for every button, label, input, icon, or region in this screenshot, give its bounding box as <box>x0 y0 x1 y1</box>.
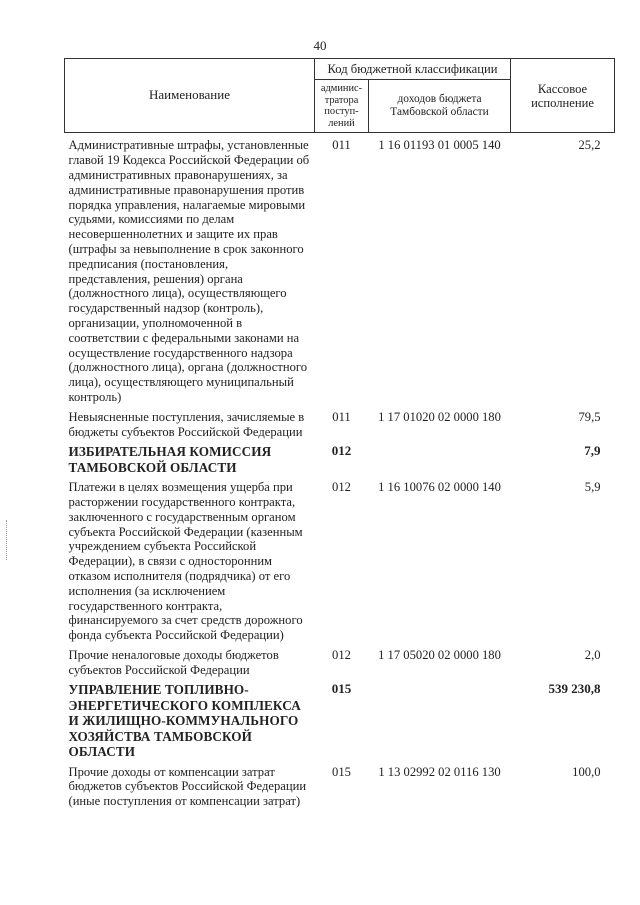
row-income-code: 1 16 10076 02 0000 140 <box>378 480 501 495</box>
table-header <box>65 59 615 133</box>
section-name: УПРАВЛЕНИЕ ТОПЛИВНО-ЭНЕРГЕТИЧЕСКОГО КОМПЛЕКСА И ЖИЛИЩНО-КОММУНАЛЬНОГО ХОЗЯЙСТВА ТАМБОВСКОЙ ОБЛАСТИ <box>68 682 301 760</box>
section-name: ИЗБИРАТЕЛЬНАЯ КОМИССИЯ ТАМБОВСКОЙ ОБЛАСТИ <box>68 444 272 475</box>
table-row <box>65 405 615 440</box>
section-income-code <box>369 439 511 475</box>
table-row <box>65 133 615 405</box>
header-administrator: админис-тратора поступ-лений <box>315 80 369 133</box>
page-number: 40 <box>313 38 327 53</box>
table-row <box>65 760 615 809</box>
budget-table <box>64 58 615 809</box>
row-admin-code: 015 <box>332 764 351 779</box>
table-row <box>65 475 615 643</box>
table-row <box>65 643 615 678</box>
row-income-code: 1 17 05020 02 0000 180 <box>378 647 501 662</box>
row-admin-code: 011 <box>332 138 351 153</box>
row-name: Административные штрафы, установленные главой 19 Кодекса Российской Федерации об административных правонарушениях, за административные правонарушения против порядка управления, налагаемые мировыми судьями, комиссиями по делам несовершеннолетних и защите их прав (штрафы за невыполнение в срок законного предписания (постановления, представления, решения) органа (должностного лица), осуществляющего государственный надзор (контроль), организации, уполномоченной в соответствии с федеральными законами на осуществление государственного надзора (должностного лица), органа (должностного лица), осуществляющего муниципальный контроль) <box>68 138 310 404</box>
row-income-code: 1 13 02992 02 0116 130 <box>378 764 501 779</box>
row-admin-code: 012 <box>332 480 351 495</box>
row-name: Невыясненные поступления, зачисляемые в бюджеты субъектов Российской Федерации <box>68 409 305 439</box>
row-name: Прочие неналоговые доходы бюджетов субъектов Российской Федерации <box>68 647 279 677</box>
row-name: Платежи в целях возмещения ущерба при расторжении государственного контракта, заключенного с государственным органом субъекта Российской Федерации (казенным учреждением субъекта Российской Федерации), в связи с односторонним отказом исполнителя (подрядчика) от его исполнения (за исключением государственного контракта, финансируемого за счет средств дорожного фонда субъекта Российской Федерации) <box>68 480 303 643</box>
row-amount: 2,0 <box>584 647 601 662</box>
row-amount: 79,5 <box>578 409 601 424</box>
row-income-code: 1 16 01193 01 0005 140 <box>378 138 501 153</box>
row-amount: 25,2 <box>578 138 601 153</box>
section-amount: 539 230,8 <box>548 681 601 697</box>
header-name: Наименование <box>65 59 315 133</box>
section-income-code <box>369 677 511 759</box>
section-admin-code: 015 <box>331 681 352 697</box>
row-name: Прочие доходы от компенсации затрат бюджетов субъектов Российской Федерации (иные поступления от компенсации затрат) <box>68 764 307 809</box>
header-amount: Кассовое исполнение <box>511 59 615 133</box>
row-amount: 100,0 <box>572 764 601 779</box>
section-admin-code: 012 <box>331 443 352 459</box>
row-amount: 5,9 <box>584 480 601 495</box>
header-income: доходов бюджета Тамбовской области <box>369 80 511 133</box>
row-income-code: 1 17 01020 02 0000 180 <box>378 409 501 424</box>
scan-edge-marks <box>6 520 11 560</box>
header-code-group: Код бюджетной классификации <box>315 59 511 80</box>
table-row-section <box>65 439 615 475</box>
table-row-section <box>65 677 615 759</box>
section-amount: 7,9 <box>584 443 601 459</box>
row-admin-code: 012 <box>332 647 351 662</box>
row-admin-code: 011 <box>332 409 351 424</box>
